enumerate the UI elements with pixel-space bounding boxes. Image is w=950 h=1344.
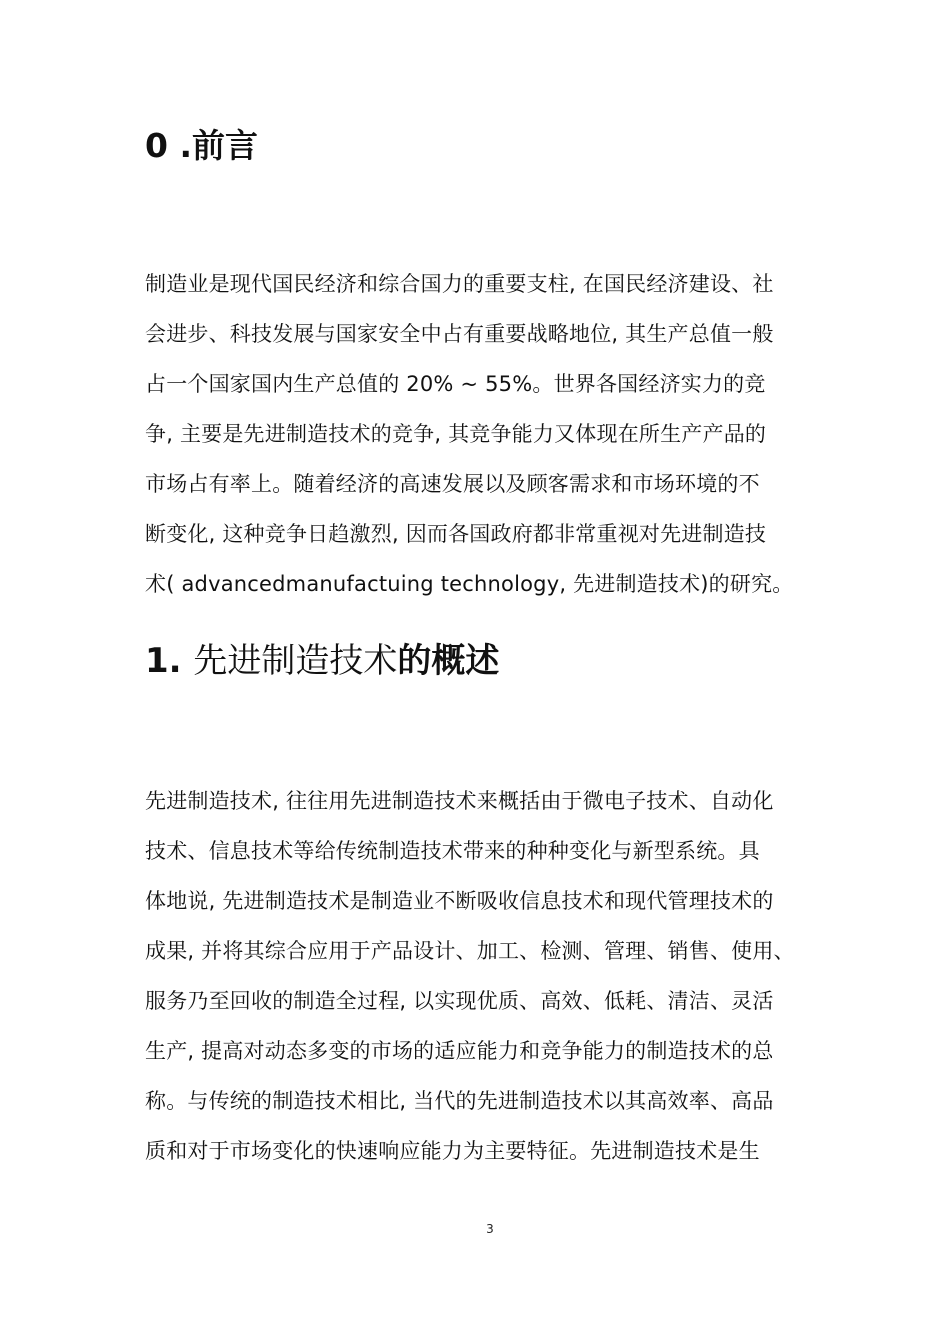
paragraph-line: 生产, 提高对动态多变的市场的适应能力和竞争能力的制造技术的总 — [145, 1039, 774, 1063]
overview-paragraph — [145, 776, 845, 1176]
heading-bold-part: 的概述 — [397, 641, 500, 681]
section-heading-preface: 0 .前言 — [145, 126, 258, 165]
paragraph-line: 争, 主要是先进制造技术的竞争, 其竞争能力又体现在所生产产品的 — [145, 422, 767, 446]
paragraph-line: 术( advancedmanufactuing technology, 先进制造技术)的研究。 — [145, 572, 794, 596]
heading-light-part: 先进制造技术 — [193, 641, 398, 681]
paragraph-line: 服务乃至回收的制造全过程, 以实现优质、高效、低耗、清洁、灵活 — [145, 989, 774, 1013]
paragraph-line: 制造业是现代国民经济和综合国力的重要支柱, 在国民经济建设、社 — [145, 272, 774, 296]
paragraph-line: 断变化, 这种竞争日趋激烈, 因而各国政府都非常重视对先进制造技 — [145, 522, 767, 546]
paragraph-line: 市场占有率上。随着经济的高速发展以及顾客需求和市场环境的不 — [145, 472, 760, 496]
paragraph-line: 称。与传统的制造技术相比, 当代的先进制造技术以其高效率、高品 — [145, 1089, 774, 1113]
paragraph-line: 会进步、科技发展与国家安全中占有重要战略地位, 其生产总值一般 — [145, 322, 774, 346]
section-heading-overview — [145, 638, 499, 684]
paragraph-line: 占一个国家国内生产总值的 20% ~ 55%。世界各国经济实力的竞 — [145, 372, 766, 396]
paragraph-line: 质和对于市场变化的快速响应能力为主要特征。先进制造技术是生 — [145, 1139, 760, 1163]
page-number: 3 — [486, 1222, 494, 1236]
preface-paragraph — [145, 259, 845, 609]
paragraph-line: 先进制造技术, 往往用先进制造技术来概括由于微电子技术、自动化 — [145, 789, 774, 813]
heading-number: 1. — [145, 641, 194, 681]
paragraph-line: 技术、信息技术等给传统制造技术带来的种种变化与新型系统。具 — [145, 839, 760, 863]
paragraph-line: 体地说, 先进制造技术是制造业不断吸收信息技术和现代管理技术的 — [145, 889, 774, 913]
paragraph-line: 成果, 并将其综合应用于产品设计、加工、检测、管理、销售、使用、 — [145, 939, 795, 963]
